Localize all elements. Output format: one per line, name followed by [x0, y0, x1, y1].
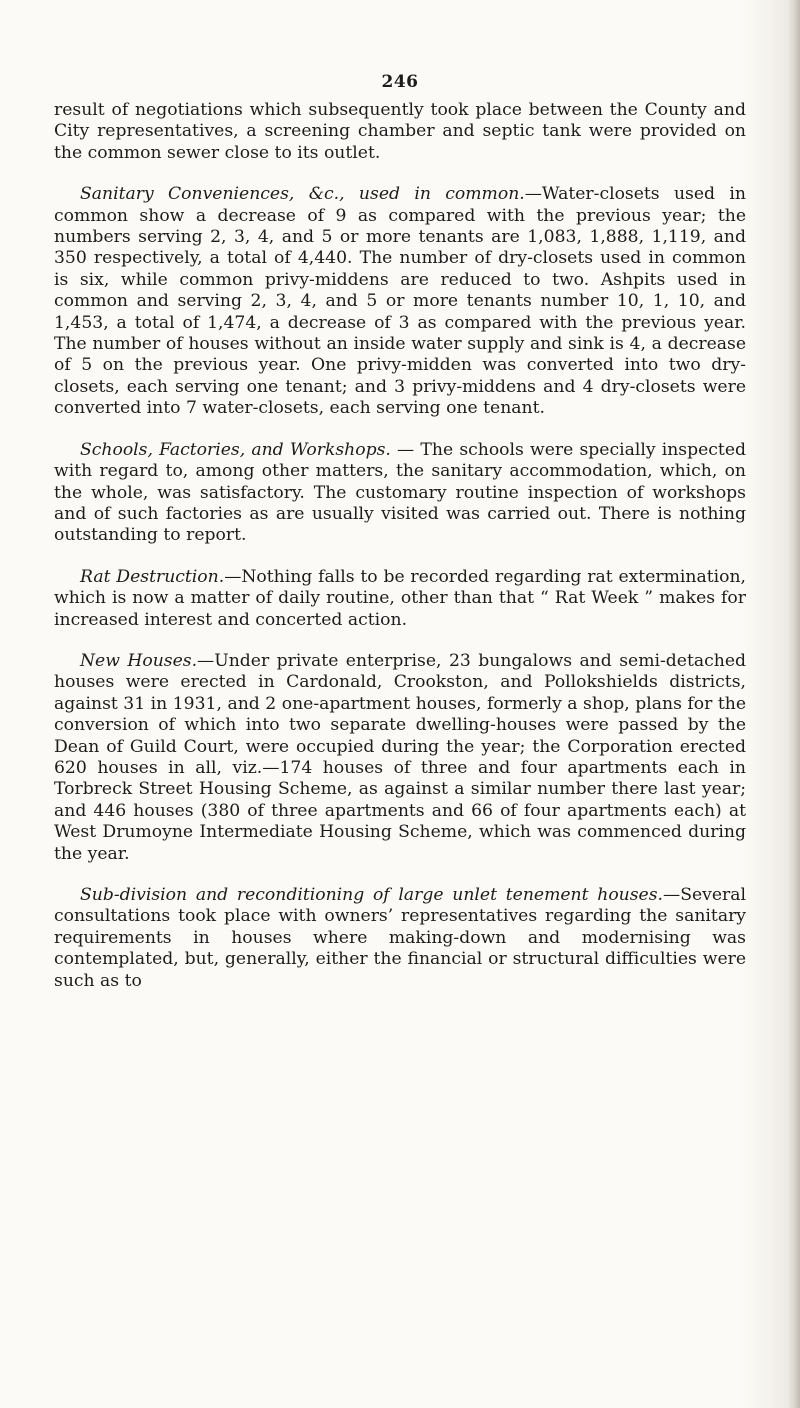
paragraph-rat-destruction [54, 567, 746, 631]
paragraph-text: —Several consultations took place with owners’ representatives regarding the sanitary requirements in houses where making-down and modernising was contemplated, but, generally, either the financial or structural difficulties were such as to [54, 885, 746, 991]
paragraph-sub-division [54, 885, 746, 992]
paragraph-text: — The schools were specially inspected with regard to, among other matters, the sanitary accommodation, which, on the whole, was satisfactory. The customary routine inspection of workshops and of such factories as are usually visited was carried out. There is nothing outstanding to report. [54, 439, 746, 546]
paragraph-text: —Water-closets used in common show a decrease of 9 as compared with the previous year; the numbers serving 2, 3, 4, and 5 or more tenants are 1,083, 1,888, 1,119, and 350 respectively, a total of 4,440. The number of dry-closets used in common is six, while common privy-middens are reduced to two. Ashpits used in common and serving 2, 3, 4, and 5 or more tenants number 10, 1, 10, and 1,453, a total of 1,474, a decrease of 3 as compared with the previous year. The number of houses without an inside water supply and sink is 4, a decrease of 5 on the previous year. One privy-midden was converted into two dry-closets, each serving one tenant; and 3 privy-middens and 4 dry-closets were converted into 7 water-closets, each serving one tenant. [54, 184, 746, 419]
section-heading: New Houses. [80, 650, 198, 671]
section-heading: Schools, Factories, and Workshops. [80, 439, 391, 460]
section-heading: Sanitary Conveniences, &c., used in common. [80, 184, 525, 205]
section-heading: Rat Destruction. [80, 566, 225, 587]
paragraph-schools-factories [54, 440, 746, 547]
paragraph-continuation [54, 100, 746, 164]
section-heading: Sub-division and reconditioning of large unlet tenement houses. [80, 885, 664, 905]
page-number: 246 [381, 72, 419, 92]
page-edge-shadow [786, 0, 800, 1408]
paragraph-text: —Nothing falls to be recorded regarding rat extermination, which is now a matter of daily routine, other than that “ Rat Week ” makes for increased interest and concerted action. [54, 566, 746, 630]
paragraph-text: result of negotiations which subsequently took place between the County and City representatives, a screening chamber and septic tank were provided on the common sewer close to its outlet. [54, 100, 746, 163]
paragraph-new-houses [54, 651, 746, 865]
paragraph-sanitary-conveniences [54, 184, 746, 419]
paragraph-text: —Under private enterprise, 23 bungalows and semi-detached houses were erected in Cardonald, Crookston, and Pollokshields districts, against 31 in 1931, and 2 one-apartment houses, formerly a shop, plans for the conversion of which into two separate dwelling-houses were passed by the Dean of Guild Court, were occupied during the year; the Corporation erected 620 houses in all, viz.—174 houses of three and four apartments each in Torbreck Street Housing Scheme, as against a similar number there last year; and 446 houses (380 of three apartments and 66 of four apartments each) at West Drumoyne Intermediate Housing Scheme, which was commenced during the year. [54, 650, 746, 864]
page-body [54, 100, 746, 1012]
